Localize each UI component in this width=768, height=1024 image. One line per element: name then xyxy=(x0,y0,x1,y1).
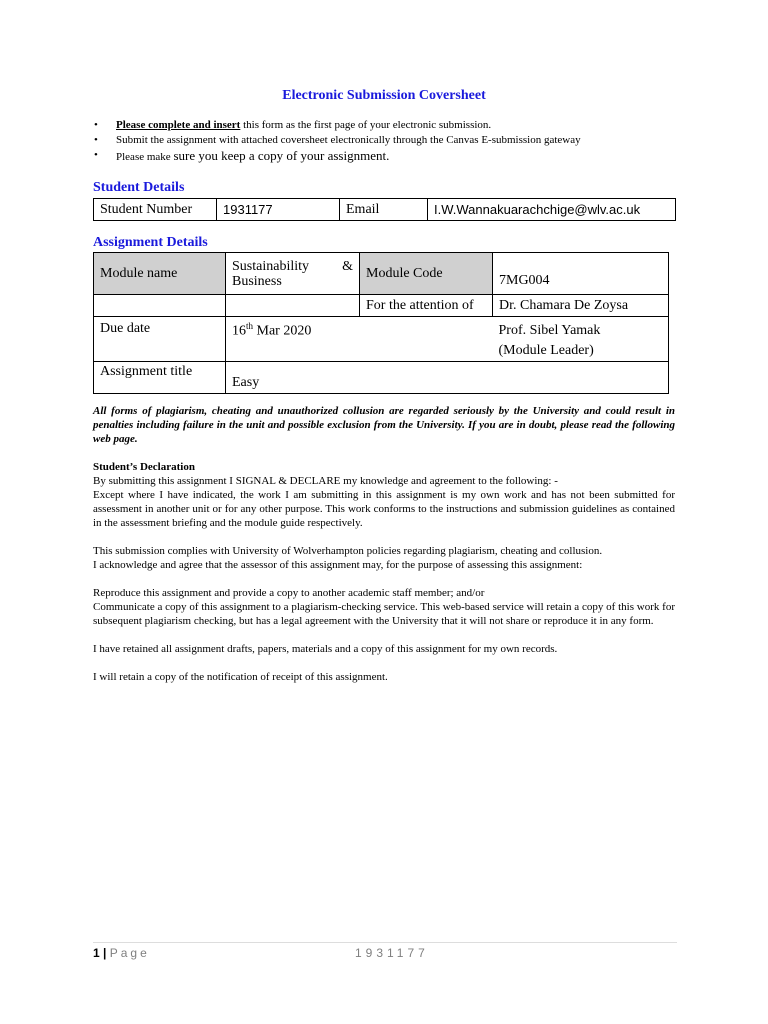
module-leader-name: Prof. Sibel Yamak xyxy=(498,323,601,338)
declaration-paragraph: Reproduce this assignment and provide a copy to another academic staff member; and/or xyxy=(93,587,485,599)
empty-cell xyxy=(226,295,360,317)
declaration-paragraph: This submission complies with University of Wolverhampton policies regarding plagiarism, cheating and collusion. xyxy=(93,545,603,557)
module-leader-role: (Module Leader) xyxy=(498,343,594,358)
due-date-value[interactable] xyxy=(226,317,493,362)
student-declaration xyxy=(93,460,675,684)
module-leader-cell xyxy=(493,317,669,362)
due-date-label: Due date xyxy=(94,317,226,362)
student-number-label: Student Number xyxy=(94,199,217,221)
due-date-suffix: th xyxy=(246,321,254,331)
email-label: Email xyxy=(340,199,428,221)
email-value[interactable]: I.W.Wannakuarachchige@wlv.ac.uk xyxy=(428,199,676,221)
document-title: Electronic Submission Coversheet xyxy=(282,88,486,103)
declaration-paragraph: Communicate a copy of this assignment to a plagiarism-checking service. This web-based service will retain a copy of this work for subsequent plagiarism checking, but has a legal agreement with the University that it will not share or reproduce it in any form. xyxy=(93,601,675,627)
page-footer xyxy=(93,946,677,960)
footer-divider xyxy=(93,942,677,943)
assignment-details-table xyxy=(93,252,669,394)
declaration-paragraph: I will retain a copy of the notification of receipt of this assignment. xyxy=(93,671,388,683)
empty-cell xyxy=(94,295,226,317)
student-details-table xyxy=(93,198,676,221)
instructions-list xyxy=(94,118,694,165)
declaration-heading: Student’s Declaration xyxy=(93,461,195,473)
plagiarism-notice: All forms of plagiarism, cheating and unauthorized collusion are regarded seriously by the University and could result in penalties including failure in the unit and possible exclusion from the University. If you are in doubt, please read the following web page. xyxy=(93,405,675,445)
page-word: Page xyxy=(109,946,150,960)
instruction-text: this form as the first page of your electronic submission. xyxy=(240,119,492,131)
assignment-title-value[interactable]: Easy xyxy=(226,362,669,394)
module-name-value[interactable]: Sustainability & Business xyxy=(226,253,360,295)
page-number: 1 xyxy=(93,946,100,960)
due-date-day: 16 xyxy=(232,323,246,339)
instruction-item xyxy=(94,148,694,165)
declaration-paragraph: I have retained all assignment drafts, papers, materials and a copy of this assignment for my own records. xyxy=(93,643,558,655)
module-code-label: Module Code xyxy=(360,253,493,295)
declaration-paragraph: I acknowledge and agree that the assessor of this assignment may, for the purpose of assessing this assignment: xyxy=(93,559,583,571)
assignment-details-heading: Assignment Details xyxy=(93,235,208,250)
attention-value[interactable]: Dr. Chamara De Zoysa xyxy=(493,295,669,317)
attention-label: For the attention of xyxy=(360,295,493,317)
page-separator: | xyxy=(99,946,110,960)
instruction-item xyxy=(94,133,694,148)
student-number-value[interactable]: 1931177 xyxy=(217,199,340,221)
instruction-text: Please make xyxy=(116,151,174,163)
instruction-item xyxy=(94,118,694,133)
module-name-label: Module name xyxy=(94,253,226,295)
instruction-text-large: sure you keep a copy of your assignment. xyxy=(173,148,390,163)
instruction-text: Submit the assignment with attached coversheet electronically through the Canvas E-submission gateway xyxy=(116,134,581,146)
assignment-title-label: Assignment title xyxy=(94,362,226,394)
declaration-paragraph: Except where I have indicated, the work I am submitting in this assignment is my own work and has not been submitted for assessment in another unit or for any other purpose. This work conforms to the instructions and submission guidelines as contained in the assessment briefing and the module guide respectively. xyxy=(93,489,675,529)
instruction-emphasis: Please complete and insert xyxy=(116,119,241,131)
due-date-rest: Mar 2020 xyxy=(253,323,312,339)
declaration-paragraph: By submitting this assignment I SIGNAL & DECLARE my knowledge and agreement to the following: - xyxy=(93,475,558,487)
footer-student-id: 1931177 xyxy=(355,946,429,960)
module-code-value[interactable]: 7MG004 xyxy=(493,253,669,295)
student-details-heading: Student Details xyxy=(93,180,185,195)
